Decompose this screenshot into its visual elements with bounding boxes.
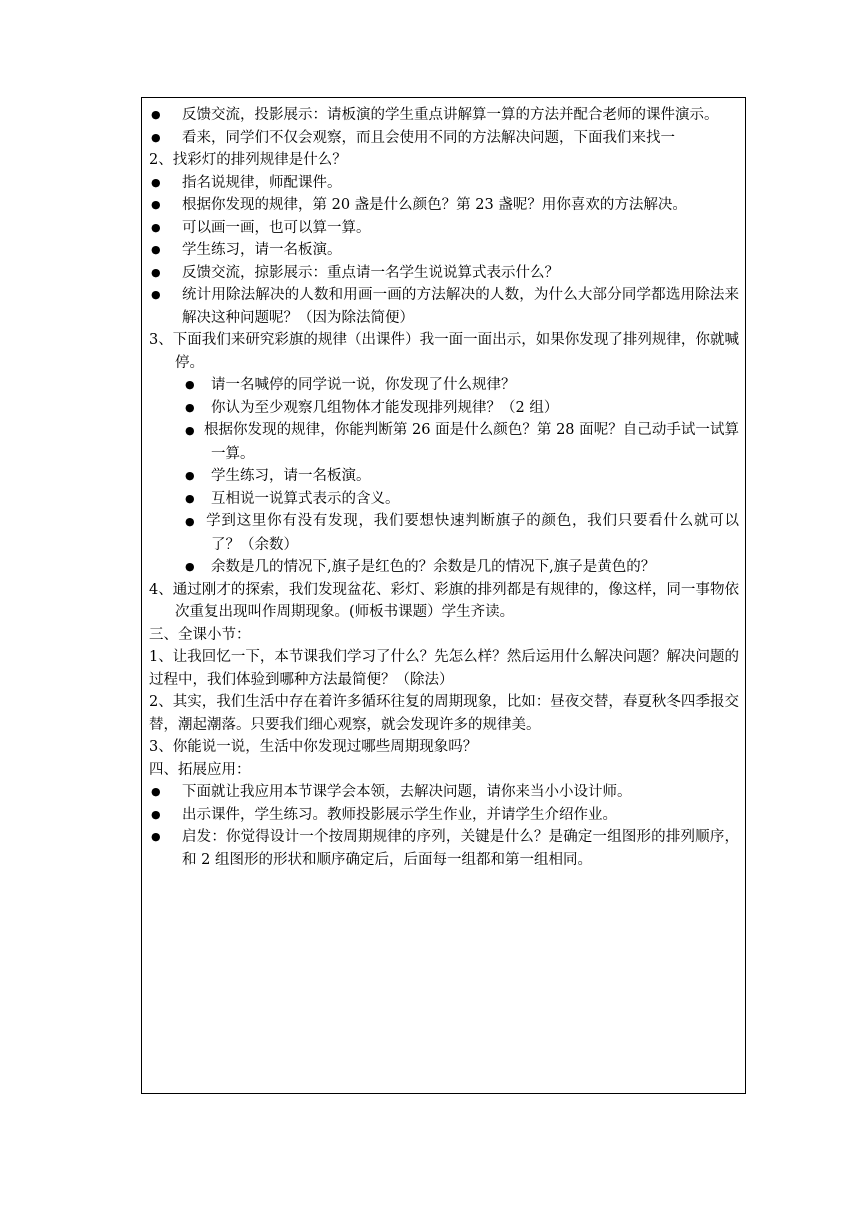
line-text: 余数是几的情况下,旗子是红色的？余数是几的情况下,旗子是黄色的？ [211,559,656,575]
line-text: 1、让我回忆一下，本节课我们学习了什么？先怎么样？然后运用什么解决问题？解决问题的过程中，我们体验到哪种方法最简便？（除法） [149,649,739,688]
line-text: 可以画一画，也可以算一算。 [182,219,371,236]
sub-list-item [149,556,739,579]
line-text: 学到这里你有没有发现，我们要想快速判断旗子的颜色，我们只要看什么就可以了？（余数） [206,513,740,553]
bullet-icon: ● [185,424,195,437]
list-item [149,217,739,240]
line-text: 请一名喊停的同学说一说，你发现了什么规律？ [211,377,516,393]
list-item [149,804,739,827]
line-text: 2、其实，我们生活中存在着许多循环往复的周期现象，比如：昼夜交替，春夏秋冬四季报交替，潮起潮落。只要我们细心观察，就会发现许多的规律美。 [149,694,739,733]
bullet-icon: ● [185,469,195,482]
line-text: 3、下面我们来研究彩旗的规律（出课件）我一面一面出示，如果你发现了排列规律，你就喊停。 [149,332,739,371]
line-text: 看来，同学们不仅会观察，而且会使用不同的方法解决问题，下面我们来找一 [182,129,675,146]
bullet-icon: ● [151,108,161,121]
bullet-icon: ● [185,515,196,528]
list-item [149,826,739,871]
sub-list-item [149,397,739,420]
line-text: 三、全课小节： [149,626,251,643]
line-text: 2、找彩灯的排列规律是什么？ [149,152,347,168]
line-text: 下面就让我应用本节课学会本领，去解决问题，请你来当小小设计师。 [182,784,632,800]
section-heading [149,624,739,647]
numbered-item [149,579,739,624]
list-item [149,781,739,804]
line-text: 根据你发现的规律，你能判断第 26 面是什么颜色？第 28 面呢？自己动手试一试算一算。 [203,422,739,462]
list-item [149,284,739,329]
sub-list-item [149,374,739,397]
list-item [149,194,739,217]
line-text: 互相说一说算式表示的含义。 [211,490,400,507]
bullet-icon: ● [151,288,161,301]
bullet-icon: ● [185,491,195,505]
line-text: 指名说规律，师配课件。 [182,174,342,191]
sub-list-item [149,465,739,488]
line-text: 四、拓展应用： [149,761,251,778]
line-text: 反馈交流，掠影展示：重点请一名学生说说算式表示什么？ [182,264,559,281]
section-heading [149,759,739,782]
paragraph [149,736,739,759]
line-text: 启发：你觉得设计一个按周期规律的序列，关键是什么？是确定一组图形的排列顺序，和 2 组图形的形状和顺序确定后，后面每一组都和第一组相同。 [182,829,739,868]
line-text: 根据你发现的规律，第 20 盏是什么颜色？第 23 盏呢？用你喜欢的方法解决。 [182,197,687,213]
bullet-icon: ● [151,130,161,144]
bullet-icon: ● [151,785,161,798]
bullet-icon: ● [151,807,161,821]
list-item [149,127,739,150]
list-item [149,104,739,127]
numbered-item [149,149,739,172]
sub-list-item [149,488,739,511]
list-item [149,262,739,285]
bullet-icon: ● [151,175,161,189]
bullet-icon: ● [185,560,195,573]
list-item [149,239,739,262]
line-text: 学生练习，请一名板演。 [211,468,371,484]
line-text: 反馈交流，投影展示：请板演的学生重点讲解算一算的方法并配合老师的课件演示。 [182,107,719,123]
bullet-icon: ● [151,198,161,211]
line-text: 学生练习，请一名板演。 [182,242,342,258]
sub-list-item [149,510,739,556]
numbered-item [149,329,739,374]
line-text: 4、通过刚才的探索，我们发现盆花、彩灯、彩旗的排列都是有规律的，像这样，同一事物依次重复出现叫作周期现象。(师板书课题）学生齐读。 [149,581,739,620]
paragraph [149,691,739,736]
line-text: 出示课件，学生练习。教师投影展示学生作业，并请学生介绍作业。 [182,806,617,823]
paragraph [149,646,739,691]
line-text: 统计用除法解决的人数和用画一画的方法解决的人数，为什么大部分同学都选用除法来解决这种问题呢？（因为除法简便） [182,287,739,326]
sub-list-item [149,419,739,465]
table-cell-frame [141,97,746,1094]
bullet-icon: ● [151,220,161,234]
list-item [149,172,739,195]
bullet-icon: ● [185,378,195,391]
bullet-icon: ● [151,243,161,256]
line-text: 3、你能说一说，生活中你发现过哪些周期现象吗？ [149,739,478,755]
bullet-icon: ● [151,830,161,843]
bullet-icon: ● [151,265,161,279]
bullet-icon: ● [185,400,195,414]
line-text: 你认为至少观察几组物体才能发现排列规律？（2 组） [211,399,559,416]
lesson-plan-text [142,98,745,871]
